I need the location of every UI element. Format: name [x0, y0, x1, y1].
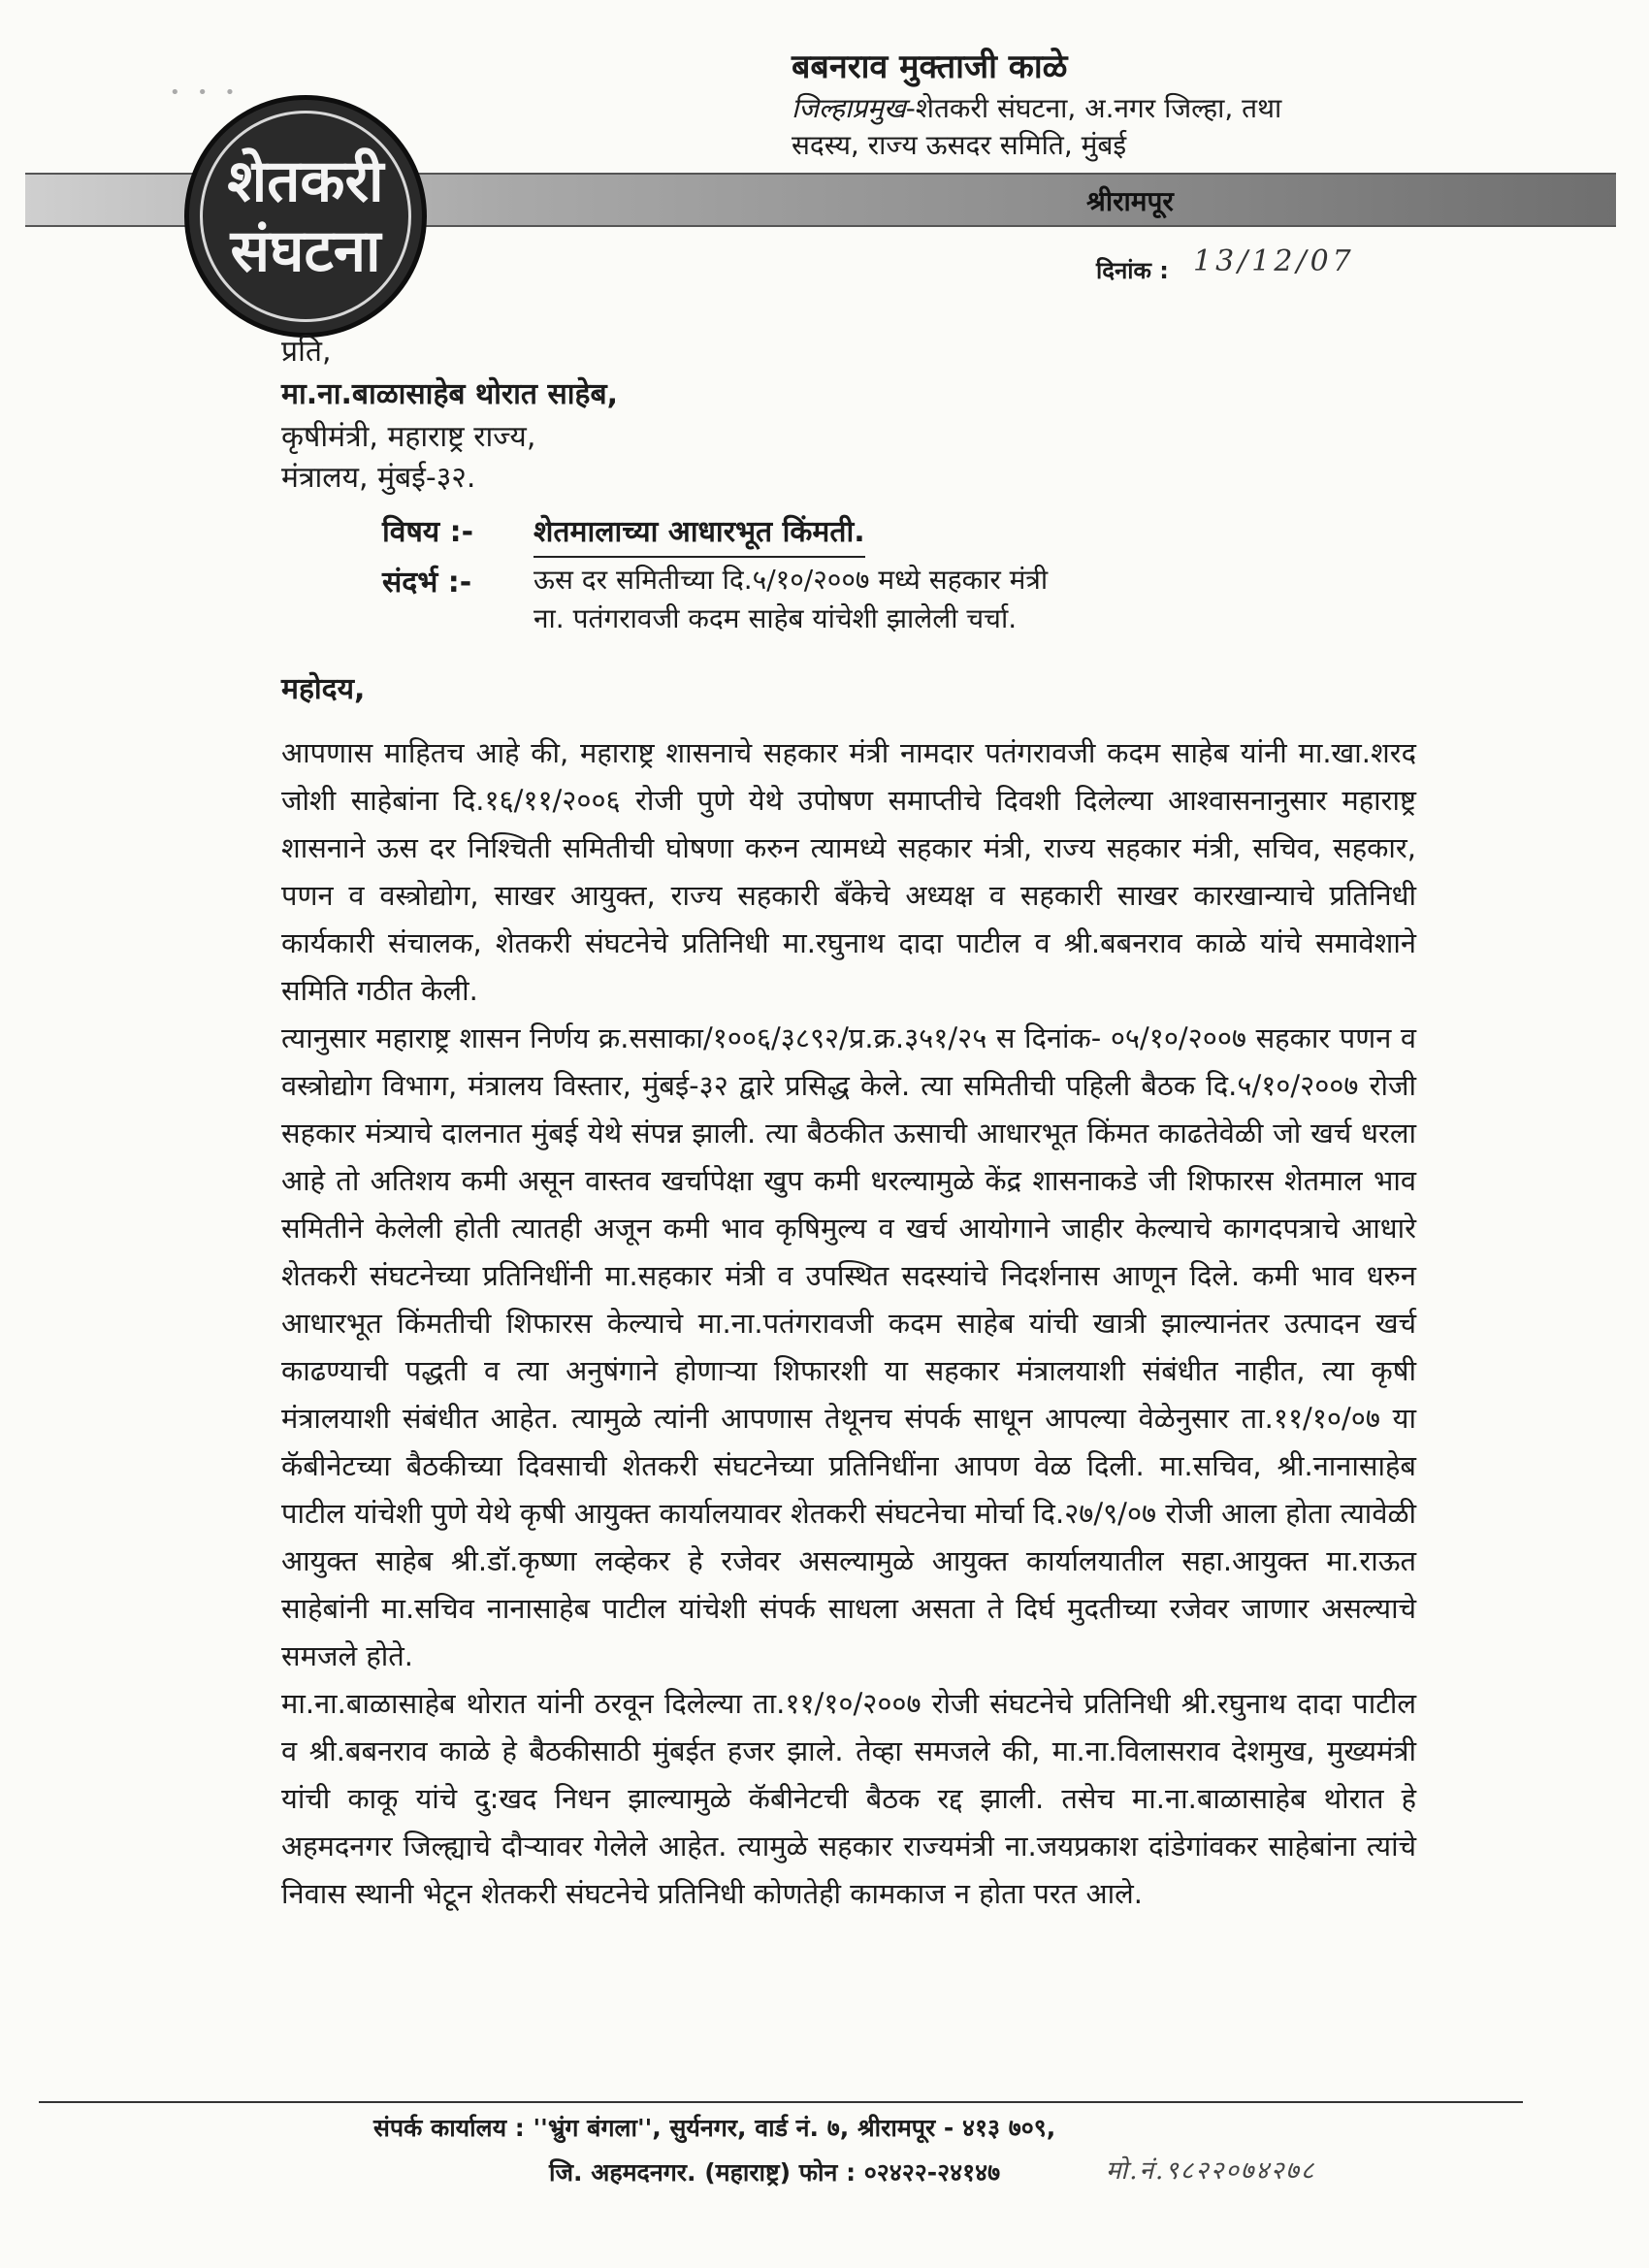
body-paragraph-2: त्यानुसार महाराष्ट्र शासन निर्णय क्र.ससाका/१००६/३८९२/प्र.क्र.३५१/२५ स दिनांक- ०५/१०/२००७ सहकार पणन व वस्त्रोद्योग विभाग, मंत्रालय विस्तार, मुंबई-३२ द्वारे प्रसिद्ध केले. त्या समितीची पहिली बैठक दि.५/१०/२००७ रोजी सहकार मंत्र्याचे दालनात मुंबई येथे संपन्न झाली. त्या बैठकीत ऊसाची आधारभूत किंमत काढतेवेळी जो खर्च धरला आहे तो अतिशय कमी असून वास्तव खर्चापेक्षा खुप कमी धरल्यामुळे केंद्र शासनाकडे जी शिफारस शेतमाल भाव समितीने केलेली होती त्यातही अजून कमी भाव कृषिमुल्य व खर्च आयोगाने जाहीर केल्याचे कागदपत्राचे आधारे शेतकरी संघटनेच्या प्रतिनिधींनी मा.सहकार मंत्री व उपस्थित सदस्यांचे निदर्शनास आणून दिले. कमी भाव धरुन आधारभूत किंमतीची शिफारस केल्याचे मा.ना.पतंगरावजी कदम साहेब यांची खात्री झाल्यानंतर उत्पादन खर्च काढण्याची पद्धती व त्या अनुषंगाने होणाऱ्या शिफारशी या सहकार मंत्रालयाशी संबंधीत नाहीत, त्या कृषी मंत्रालयाशी संबंधीत आहेत. त्यामुळे त्यांनी आपणास तेथूनच संपर्क साधून आपल्या वेळेनुसार ता.११/१०/०७ या कॅबीनेटच्या बैठकीच्या दिवसाची शेतकरी संघटनेच्या प्रतिनिधींना आपण वेळ दिली. मा.सचिव, श्री.नानासाहेब पाटील यांचेशी पुणे येथे कृषी आयुक्त कार्यालयावर शेतकरी संघटनेचा मोर्चा दि.२७/९/०७ रोजी आला होता त्यावेळी आयुक्त साहेब श्री.डॉ.कृष्णा लव्हेकर हे रजेवर असल्यामुळे आयुक्त कार्यालयातील सहा.आयुक्त मा.राऊत साहेबांनी मा.सचिव नानासाहेब पाटील यांचेशी संपर्क साधला असता ते दिर्घ मुदतीच्या रजेवर जाणार असल्याचे समजले होते.	[281, 1021, 1417, 1672]
address-line-1: कृषीमंत्री, महाराष्ट्र राज्य,	[281, 420, 536, 454]
logo-line-2: संघटना	[230, 217, 381, 285]
reference-line-1: ऊस दर समितीच्या दि.५/१०/२००७ मध्ये सहकार मंत्री	[534, 564, 1049, 596]
logo-ring	[200, 111, 411, 322]
sender-role-2: सदस्य, राज्य ऊसदर समिति, मुंबई	[792, 129, 1127, 161]
reference-label: संदर्भ :-	[382, 566, 472, 599]
address-line-2: मंत्रालय, मुंबई-३२.	[281, 461, 476, 495]
salutation: महोदय,	[281, 672, 366, 706]
subject-text: शेतमालाच्या आधारभूत किंमती.	[534, 510, 865, 558]
sender-role-title: जिल्हाप्रमुख	[792, 92, 906, 124]
footer-handwritten-mobile: मो.नं.९८२२०७४२७८	[1106, 2156, 1316, 2186]
logo-line-1: शेतकरी	[227, 147, 384, 215]
subject-label: विषय :-	[382, 515, 474, 549]
sender-role	[792, 89, 1281, 126]
date-value: 13/12/07	[1193, 244, 1355, 278]
letterhead-town: श्रीरामपूर	[1086, 185, 1174, 217]
sender-name: बबनराव मुक्ताजी काळे	[792, 48, 1068, 86]
reference-line-2: ना. पतंगरावजी कदम साहेब यांचेशी झालेली चर्चा.	[534, 602, 1018, 634]
date-label: दिनांक :	[1096, 257, 1169, 284]
address-name: मा.ना.बाळासाहेब थोरात साहेब,	[281, 377, 618, 411]
body-paragraph-1: आपणास माहितच आहे की, महाराष्ट्र शासनाचे सहकार मंत्री नामदार पतंगरावजी कदम साहेब यांनी मा.खा.शरद जोशी साहेबांना दि.१६/११/२००६ रोजी पुणे येथे उपोषण समाप्तीचे दिवशी दिलेल्या आश्वासनानुसार महाराष्ट्र शासनाने ऊस दर निश्चिती समितीची घोषणा करुन त्यामध्ये सहकार मंत्री, राज्य सहकार मंत्री, सचिव, सहकार, पणन व वस्त्रोद्योग, साखर आयुक्त, राज्य सहकारी बँकेचे अध्यक्ष व सहकारी साखर कारखान्याचे प्रतिनिधी कार्यकारी संचालक, शेतकरी संघटनेचे प्रतिनिधी मा.रघुनाथ दादा पाटील व श्री.बबनराव काळे यांचे समावेशाने समिति गठीत केली.	[281, 736, 1416, 1007]
body-paragraph-3: मा.ना.बाळासाहेब थोरात यांनी ठरवून दिलेल्या ता.११/१०/२००७ रोजी संघटनेचे प्रतिनिधी श्री.रघुनाथ दादा पाटील व श्री.बबनराव काळे हे बैठकीसाठी मुंबईत हजर झाले. तेव्हा समजले की, मा.ना.विलासराव देशमुख, मुख्यमंत्री यांची काकू यांचे दु:खद निधन झाल्यामुळे कॅबीनेटची बैठक रद्द झाली. तसेच मा.ना.बाळासाहेब थोरात हे अहमदनगर जिल्ह्याचे दौऱ्यावर गेलेले आहेत. त्यामुळे सहकार राज्यमंत्री ना.जयप्रकाश दांडेगांवकर साहेबांना त्यांचे निवास स्थानी भेटून शेतकरी संघटनेचे प्रतिनिधी कोणतेही कामकाज न होता परत आले.	[281, 1687, 1416, 1910]
footer-divider	[39, 2101, 1523, 2103]
address-to: प्रति,	[281, 335, 332, 369]
sender-role-rest: -शेतकरी संघटना, अ.नगर जिल्हा, तथा	[905, 92, 1282, 124]
letter-body	[281, 729, 1416, 1918]
scan-mark: • • •	[170, 82, 242, 103]
footer-address: संपर्क कार्यालय : ''भ्रुंग बंगला'', सुर्यनगर, वार्ड नं. ७, श्रीरामपूर - ४१३ ७०९,	[373, 2114, 1056, 2142]
footer-phone: जि. अहमदनगर. (महाराष्ट्र) फोन : ०२४२२-२४१४७	[549, 2158, 1001, 2187]
